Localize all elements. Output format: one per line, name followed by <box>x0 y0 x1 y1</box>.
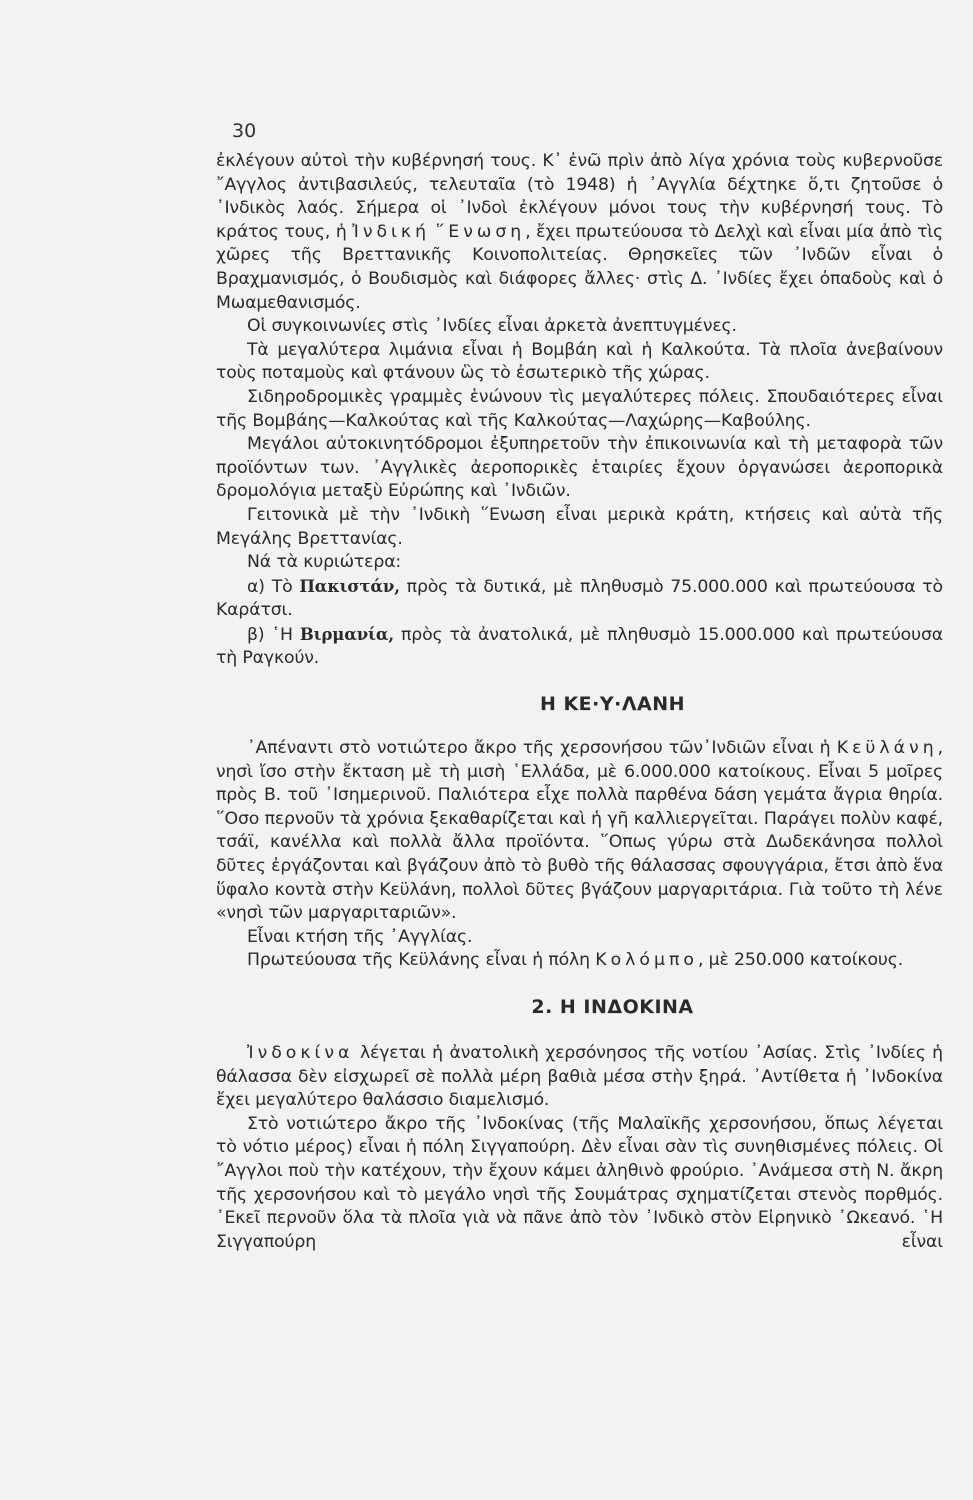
paragraph-roads-airlines: Μεγάλοι αὐτοκινητόδρομοι ἐξυπηρετοῦν τὴν ἐπικοινωνία καὶ τὴ μεταφορὰ τῶν προϊόντων των. ᾽Αγγλικὲς ἀεροπορικὲς ἑταιρίες ἔχουν ὀργανώσει ἀεροπορικὰ δρομολόγια μεταξὺ Εὐρώπης καὶ ᾽Ινδιῶν. <box>216 434 943 502</box>
list-item-burma <box>216 623 943 671</box>
text-run: Πρωτεύουσα τῆς Κεϋλάνης εἶναι ἡ πόλη <box>247 950 596 971</box>
paragraph-communications: Οἱ συγκοινωνίες στὶς ᾽Ινδίες εἶναι ἀρκετὰ ἀνεπτυγμένες. <box>247 316 737 337</box>
list-item-pakistan <box>216 575 943 623</box>
paragraph-ceylon-capital <box>216 949 943 973</box>
spaced-word: ῞Ενωση <box>435 221 526 242</box>
paragraph-neighbours: Γειτονικὰ μὲ τὴν ᾽Ινδικὴ ῞Ενωση εἶναι μερικὰ κράτη, κτήσεις καὶ αὐτὰ τῆς Μεγάλης Βρεττανίας. <box>216 504 943 549</box>
paragraph-india-government <box>216 150 943 315</box>
text-run: πρὸς τὰ ἀνατολικά, μὲ πληθυσμὸ 15.000.000 καὶ πρωτεύουσα τὴ Ραγκούν. <box>216 624 943 669</box>
paragraph-ceylon-possession: Εἶναι κτήση τῆς ᾽Αγγλίας. <box>247 926 473 947</box>
paragraph-railways: Σιδηροδρομικὲς γραμμὲς ἑνώνουν τὶς μεγαλύτερες πόλεις. Σπουδαιότερες εἶναι τῆς Βομβάης—Καλκούτας καὶ τῆς Καλκούτας—Λαχώρης—Καβούλης. <box>216 386 943 431</box>
text-run: ᾽Απέναντι στὸ νοτιώτερο ἄκρο τῆς χερσονήσου τῶν᾽Ινδιῶν εἶναι ἡ <box>247 738 837 759</box>
text-run: ἐκλέγουν αὐτοὶ τὴν κυβέρνησή τους. Κ᾽ ἐνῶ πρὶν ἀπὸ λίγα χρόνια τοὺς κυβερνοῦσε ῎Αγγλος ἀντιβασιλεύς, τελευταῖα (τὸ 1948) ἡ ᾽Αγγλία δέχτηκε ὅ,τι ζητοῦσε ὁ ᾽Ινδικὸς λαός. Σήμερα οἱ ᾽Ινδοὶ ἐκλέγουν μόνοι τους τὴν κυβέρνησή τους. Τὸ κράτος τους, ἡ <box>216 151 943 242</box>
spaced-word: Ἰνδική <box>352 221 431 242</box>
page-number: 30 <box>232 120 257 142</box>
text-run: , μὲ 250.000 κατοίκους. <box>697 950 904 971</box>
paragraph-main-states: Νά τὰ κυριώτερα: <box>247 552 402 573</box>
page-body <box>216 150 943 1254</box>
paragraph-indochina <box>216 1042 943 1113</box>
spaced-word: Κεϋλάνη <box>836 738 938 759</box>
text-run: β) ῾Η <box>247 624 300 645</box>
paragraph-ports: Τὰ μεγαλύτερα λιμάνια εἶναι ἡ Βομβάη καὶ ἡ Καλκούτα. Τὰ πλοῖα ἀνεβαίνουν τοὺς ποταμοὺς καὶ φτάνουν ὣς τὸ ἐσωτερικὸ τῆς χώρας. <box>216 339 943 384</box>
text-run: πρὸς τὰ δυτικά, μὲ πληθυσμὸ 75.000.000 καὶ πρωτεύουσα τὸ Καράτσι. <box>216 576 943 621</box>
paragraph-ceylon <box>216 737 943 926</box>
heading-ceylon: Η ΚΕ·Υ·ΛΑΝΗ <box>539 693 686 716</box>
spaced-word: Ἰνδοκίνα <box>247 1043 354 1063</box>
bold-name-pakistan: Πακιστάν, <box>299 576 400 596</box>
paragraph-singapore: Στὸ νοτιώτερο ἄκρο τῆς ᾽Ινδοκίνας (τῆς Μαλαϊκῆς χερσονήσου, ὅπως λέγεται τὸ νότιο μέρος) εἶναι ἡ πόλη Σιγγαπούρη. Δὲν εἶναι σὰν τὶς συνηθισμένες πόλεις. Οἱ ῎Αγγλοι ποὺ τὴν κατέχουν, τὴν ἔχουν κάμει ἀληθινὸ φρούριο. ᾽Ανάμεσα στὴ Ν. ἄκρη τῆς χερσονήσου καὶ τὸ μεγάλο νησὶ τῆς Σουμάτρας σχηματίζεται στενὸς πορθμός. ᾽Εκεῖ περνοῦν ὅλα τὰ πλοῖα γιὰ νὰ πᾶνε ἀπὸ τὸν ᾽Ινδικὸ στὸν Εἰρηνικὸ ᾽Ωκεανό. ῾Η Σιγγαπούρη εἶναι <box>216 1113 943 1252</box>
text-run: α) Τὸ <box>247 576 300 597</box>
text-run: , ἔχει πρωτεύουσα τὸ Δελχὶ καὶ εἶναι μία ἀπὸ τὶς χῶρες τῆς Βρεττανικῆς Κοινοπολιτείας. Θρησκεῖες τῶν ᾽Ινδῶν εἶναι ὁ Βραχμανισμός, ὁ Βουδισμὸς καὶ διάφορες ἄλλες· στὶς Δ. ᾽Ινδίες ἔχει ὀπαδοὺς καὶ ὁ Μωαμεθανισμός. <box>216 221 944 313</box>
bold-name-burma: Βιρμανία, <box>299 624 395 644</box>
text-run: λέγεται ἡ ἀνατολικὴ χερσόνησος τῆς νοτίου ᾽Ασίας. Στὶς ᾽Ινδίες ἡ θάλασσα δὲν εἰσχωρεῖ σὲ πολλὰ μέρη βαθιὰ μέσα στὴν ξηρά. ᾽Αντίθετα ἡ ᾽Ινδοκίνα ἔχει μεγαλύτερο θαλάσσιο διαμελισμό. <box>216 1043 943 1111</box>
text-run: , νησὶ ἴσο στὴν ἔκταση μὲ τὴ μισὴ ῾Ελλάδα, μὲ 6.000.000 κατοίκους. Εἶναι 5 μοῖρες πρὸς Β. τοῦ ᾽Ισημερινοῦ. Παλιότερα εἶχε πολλὰ παρθένα δάση γεμάτα ἄγρια θηρία. ῞Οσο περνοῦν τὰ χρόνια ξεκαθαρίζεται καὶ ἡ γῆ καλλιεργεῖται. Παράγει πολὺν καφέ, τσάϊ, κανέλλα καὶ πολλὰ ἄλλα προϊόντα. ῞Οπως γύρω στὰ Δωδεκάνησα πολλοὶ δῦτες ἐργάζονται καὶ βγάζουν ἀπὸ τὸ βυθὸ τῆς θάλασσας σφουγγάρια, ἔτσι ἀπὸ ἕνα ὕφαλο κοντὰ στὴν Κεϋλάνη, πολλοὶ δῦτες βγάζουν μαργαριτάρια. Γιὰ τοῦτο τὴ λένε «νησὶ τῶν μαργαριταριῶν». <box>216 738 943 924</box>
spaced-word: Κολόμπο <box>595 950 698 971</box>
heading-indochina: 2. Η ΙΝΔΟΚΙΝΑ <box>531 996 694 1018</box>
